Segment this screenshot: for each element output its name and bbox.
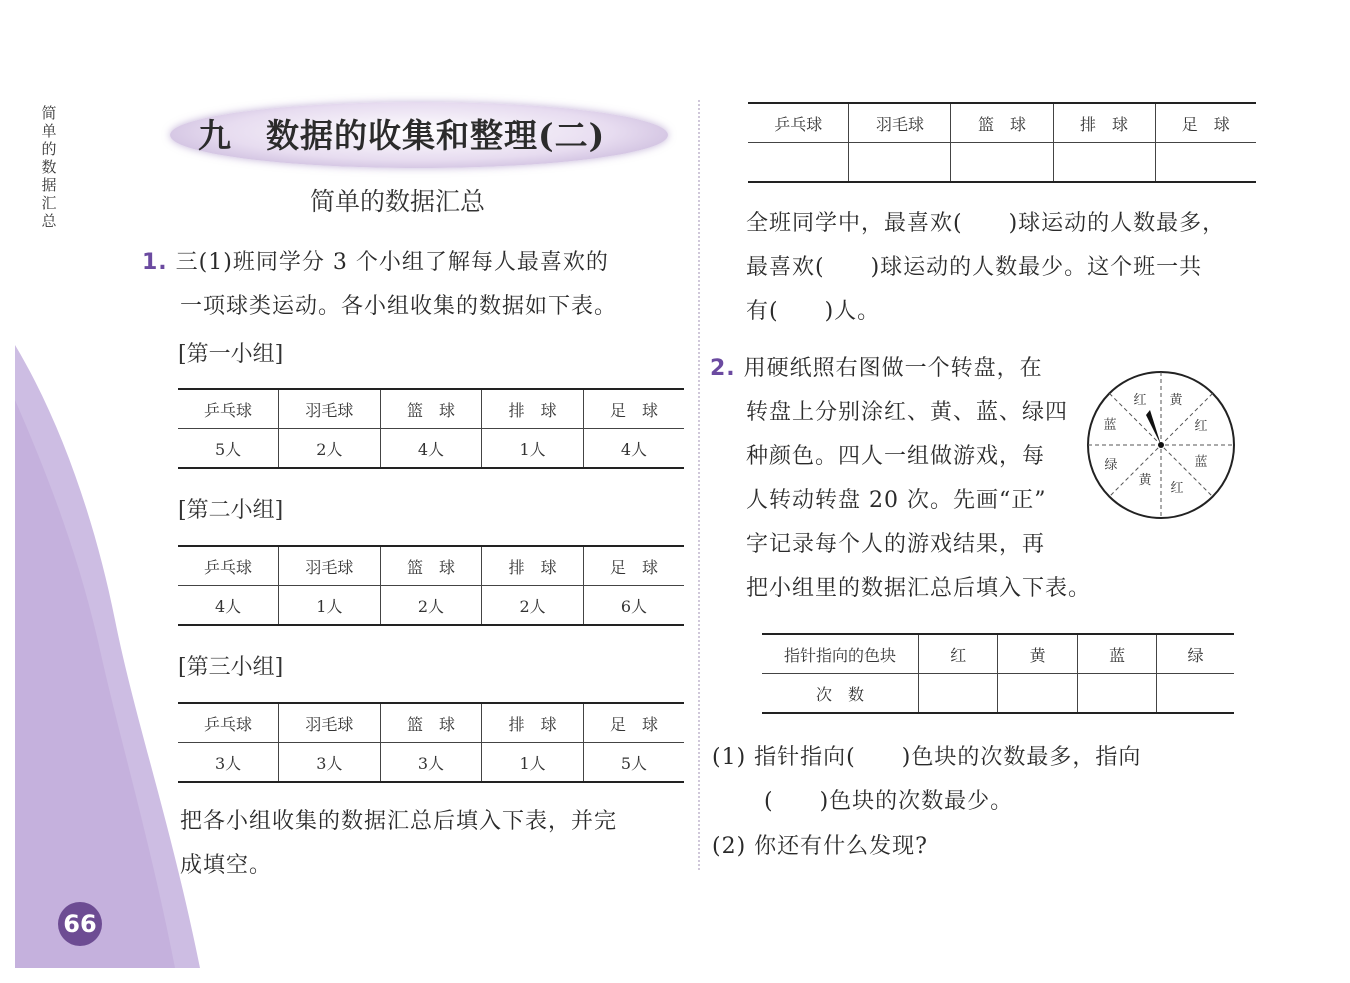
summary-fill-line3: 有( )人。 xyxy=(746,299,881,324)
blank-answer-cell[interactable] xyxy=(1077,674,1156,714)
summary-fill-line2: 最喜欢( )球运动的人数最少。这个班一共 xyxy=(746,255,1203,280)
question-2-intro xyxy=(710,347,1043,391)
sub-question-1-line1: (1) 指针指向( )色块的次数最多，指向 xyxy=(712,745,1142,770)
page-number: 66 xyxy=(58,902,102,946)
group-1-table xyxy=(178,388,684,469)
table-header: 篮 球 xyxy=(951,103,1053,143)
question-2-number: 2. xyxy=(710,356,736,381)
blank-answer-cell[interactable] xyxy=(919,674,998,714)
table-header: 羽毛球 xyxy=(279,546,381,586)
summary-instruction-line1: 把各小组收集的数据汇总后填入下表，并完 xyxy=(180,809,618,834)
sub-question-1-line2: ( )色块的次数最少。 xyxy=(764,789,1014,814)
table-header: 乒乓球 xyxy=(178,546,279,586)
table-header: 蓝 xyxy=(1077,634,1156,674)
spinner-label: 红 xyxy=(1133,393,1147,408)
table-cell: 4人 xyxy=(178,586,279,626)
question-2-line3: 种颜色。四人一组做游戏，每 xyxy=(746,444,1046,469)
table-header: 羽毛球 xyxy=(279,703,381,743)
question-2-line1: 用硬纸照右图做一个转盘，在 xyxy=(743,356,1043,381)
summary-table xyxy=(748,102,1256,183)
question-2-line5: 字记录每个人的游戏结果，再 xyxy=(746,532,1046,557)
page-divider xyxy=(698,100,700,870)
group-3-table xyxy=(178,702,684,783)
blank-answer-cell[interactable] xyxy=(951,143,1053,183)
chapter-title: 九 数据的收集和整理(二) xyxy=(198,116,606,155)
table-header: 足 球 xyxy=(583,703,684,743)
table-header: 羽毛球 xyxy=(849,103,951,143)
spinner-center xyxy=(1158,442,1164,448)
question-2-line6: 把小组里的数据汇总后填入下表。 xyxy=(746,576,1092,601)
table-header: 红 xyxy=(919,634,998,674)
summary-fill-line1: 全班同学中，最喜欢( )球运动的人数最多， xyxy=(746,211,1226,236)
table-header: 足 球 xyxy=(583,389,684,429)
table-header: 篮 球 xyxy=(380,546,482,586)
table-header: 篮 球 xyxy=(380,389,482,429)
blank-answer-cell[interactable] xyxy=(1155,143,1256,183)
question-1-intro xyxy=(142,241,609,285)
table-header: 乒乓球 xyxy=(178,389,279,429)
table-header: 排 球 xyxy=(482,546,584,586)
question-2-line4: 人转动转盘 20 次。先画“正” xyxy=(746,488,1047,513)
table-cell: 2人 xyxy=(482,586,584,626)
table-cell: 2人 xyxy=(380,586,482,626)
sub-question-2: (2) 你还有什么发现? xyxy=(712,834,928,859)
group-3-label: [第三小组] xyxy=(178,655,284,680)
question-1-line1: 三(1)班同学分 3 个小组了解每人最喜欢的 xyxy=(175,250,609,275)
blank-answer-cell[interactable] xyxy=(1053,143,1155,183)
group-2-label: [第二小组] xyxy=(178,498,284,523)
blank-answer-cell[interactable] xyxy=(1157,674,1234,714)
spinner-diagram xyxy=(1084,368,1238,522)
table-header: 排 球 xyxy=(1053,103,1155,143)
table-header: 足 球 xyxy=(1155,103,1256,143)
table-cell: 3人 xyxy=(380,743,482,783)
table-cell: 1人 xyxy=(482,743,584,783)
table-cell: 3人 xyxy=(279,743,381,783)
table-cell: 1人 xyxy=(279,586,381,626)
table-header: 绿 xyxy=(1157,634,1234,674)
spinner-label: 蓝 xyxy=(1103,418,1117,433)
spinner-label: 绿 xyxy=(1104,458,1118,473)
table-header: 乒乓球 xyxy=(748,103,849,143)
table-row-label: 次 数 xyxy=(762,674,919,714)
table-header: 排 球 xyxy=(482,389,584,429)
spinner-label: 蓝 xyxy=(1194,455,1208,470)
spinner-label: 黄 xyxy=(1138,473,1152,488)
blank-answer-cell[interactable] xyxy=(998,674,1077,714)
spinner-label: 红 xyxy=(1194,419,1208,434)
color-count-table xyxy=(762,633,1234,714)
table-cell: 5人 xyxy=(178,429,279,469)
group-1-label: [第一小组] xyxy=(178,342,284,367)
table-header: 羽毛球 xyxy=(279,389,381,429)
table-header: 黄 xyxy=(998,634,1077,674)
question-1-number: 1. xyxy=(142,250,168,275)
table-cell: 3人 xyxy=(178,743,279,783)
blank-answer-cell[interactable] xyxy=(849,143,951,183)
table-header: 足 球 xyxy=(583,546,684,586)
group-2-table xyxy=(178,545,684,626)
table-cell: 6人 xyxy=(583,586,684,626)
question-2-line2: 转盘上分别涂红、黄、蓝、绿四 xyxy=(746,400,1069,425)
spinner-label: 黄 xyxy=(1169,393,1183,408)
spinner-label: 红 xyxy=(1170,481,1184,496)
table-header: 篮 球 xyxy=(380,703,482,743)
table-cell: 5人 xyxy=(583,743,684,783)
table-header: 乒乓球 xyxy=(178,703,279,743)
section-subtitle: 简单的数据汇总 xyxy=(310,187,486,216)
table-header: 指针指向的色块 xyxy=(762,634,919,674)
blank-answer-cell[interactable] xyxy=(748,143,849,183)
table-cell: 4人 xyxy=(380,429,482,469)
table-header: 排 球 xyxy=(482,703,584,743)
table-cell: 2人 xyxy=(279,429,381,469)
summary-instruction-line2: 成填空。 xyxy=(180,853,273,878)
question-1-line2: 一项球类运动。各小组收集的数据如下表。 xyxy=(180,294,618,319)
side-section-label: 简单的数据汇总 xyxy=(41,104,57,230)
table-cell: 1人 xyxy=(482,429,584,469)
table-cell: 4人 xyxy=(583,429,684,469)
